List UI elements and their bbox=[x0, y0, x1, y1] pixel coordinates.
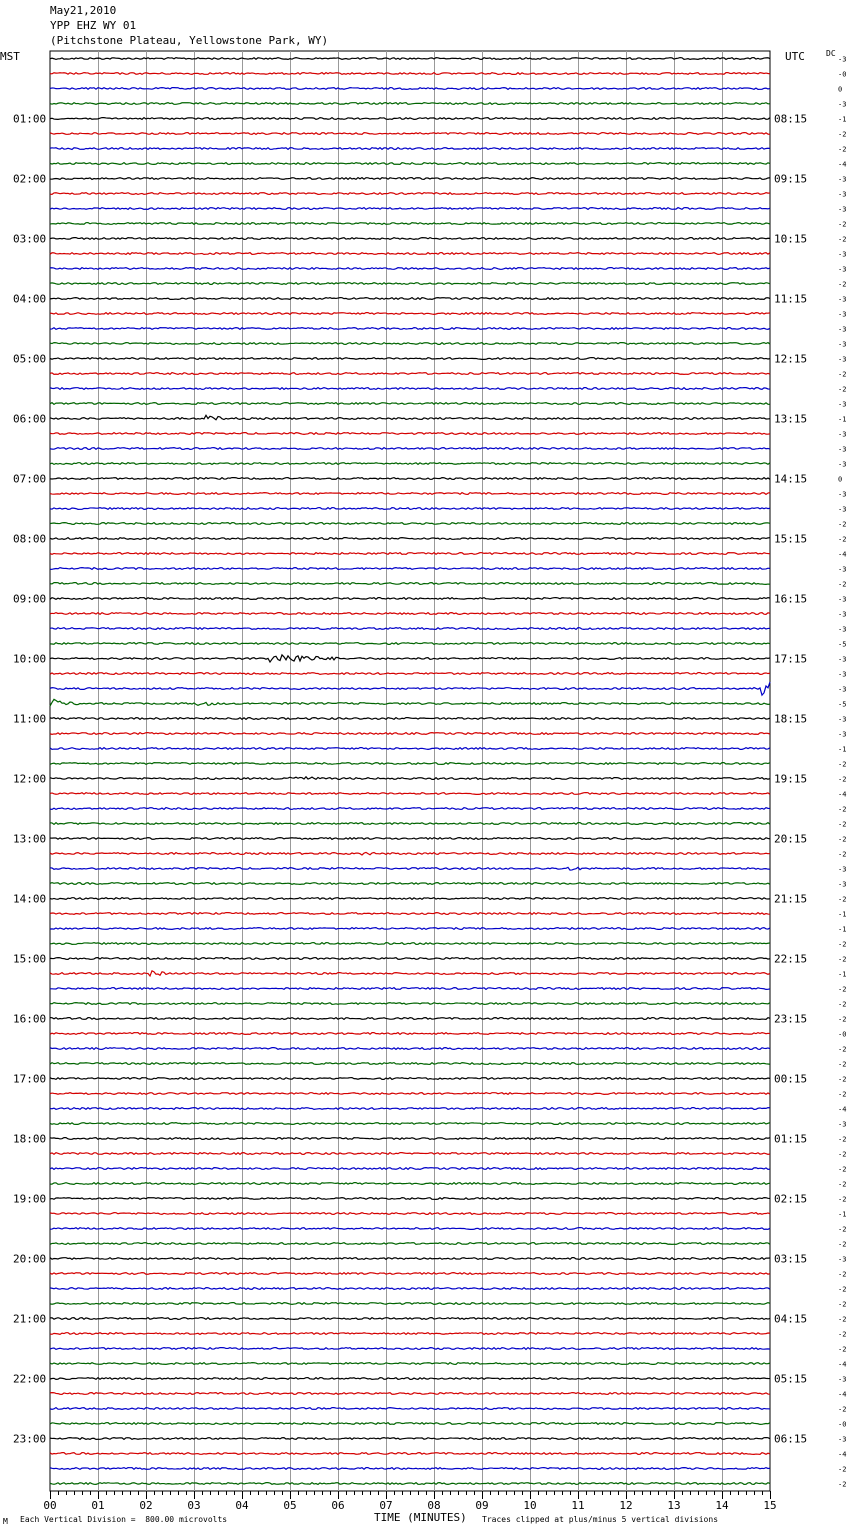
dc-offset-label: -0 bbox=[838, 70, 847, 79]
dc-offset-label: -1 bbox=[838, 115, 847, 124]
dc-offset-label: -3 bbox=[838, 460, 847, 469]
seismic-trace bbox=[50, 238, 770, 240]
x-tick-label: 06 bbox=[331, 1499, 345, 1512]
seismic-trace bbox=[50, 748, 770, 750]
dc-offset-label: -2 bbox=[838, 370, 847, 379]
right-hour-label: 08:15 bbox=[774, 112, 808, 126]
left-hour-label: 22:00 bbox=[13, 1372, 47, 1386]
seismic-trace bbox=[50, 253, 770, 255]
seismic-trace bbox=[50, 553, 770, 555]
dc-offset-label: -3 bbox=[838, 295, 847, 304]
right-hour-label: 11:15 bbox=[774, 292, 808, 306]
right-hour-label: 18:15 bbox=[774, 712, 808, 726]
right-hour-label: 05:15 bbox=[774, 1372, 808, 1386]
left-hour-label: 03:00 bbox=[13, 232, 47, 246]
seismic-trace bbox=[50, 103, 770, 105]
dc-offset-label: -3 bbox=[838, 190, 847, 199]
seismic-trace bbox=[50, 1363, 770, 1365]
seismic-trace bbox=[50, 1183, 770, 1185]
seismic-trace bbox=[50, 1378, 770, 1380]
dc-offset-label: -2 bbox=[838, 1060, 847, 1069]
dc-offset-label: -3 bbox=[838, 490, 847, 499]
dc-offset-label: -2 bbox=[838, 520, 847, 529]
right-hour-label: 20:15 bbox=[774, 832, 808, 846]
dc-offset-label: -0 bbox=[838, 1030, 847, 1039]
seismic-trace bbox=[50, 1138, 770, 1140]
seismic-trace bbox=[50, 928, 770, 930]
left-hour-label: 20:00 bbox=[13, 1252, 47, 1266]
seismic-trace bbox=[50, 1243, 770, 1245]
seismic-trace bbox=[50, 493, 770, 495]
seismic-trace bbox=[50, 655, 770, 662]
seismic-trace bbox=[50, 1303, 770, 1305]
seismic-trace bbox=[50, 988, 770, 990]
dc-offset-label: -2 bbox=[838, 280, 847, 289]
right-hour-label: 16:15 bbox=[774, 592, 808, 606]
seismic-trace bbox=[50, 178, 770, 180]
x-tick-label: 00 bbox=[43, 1499, 57, 1512]
dc-offset-label: -3 bbox=[838, 205, 847, 214]
dc-offset-label: -5 bbox=[838, 640, 847, 649]
dc-offset-label: 0 bbox=[838, 85, 843, 94]
seismic-trace bbox=[50, 1393, 770, 1395]
dc-offset-label: -2 bbox=[838, 775, 847, 784]
dc-offset-label: -2 bbox=[838, 805, 847, 814]
seismic-trace bbox=[50, 1108, 770, 1110]
seismic-trace bbox=[50, 1063, 770, 1065]
seismic-trace bbox=[50, 208, 770, 210]
left-hour-label: 13:00 bbox=[13, 832, 47, 846]
plot-frame bbox=[50, 51, 770, 1491]
seismic-trace bbox=[50, 823, 770, 825]
dc-offset-label: -3 bbox=[838, 340, 847, 349]
dc-offset-label: -4 bbox=[838, 550, 847, 559]
dc-offset-label: -2 bbox=[838, 1345, 847, 1354]
seismic-trace bbox=[50, 358, 770, 360]
dc-offset-label: -3 bbox=[838, 565, 847, 574]
seismic-trace bbox=[50, 73, 770, 75]
seismic-trace bbox=[50, 1153, 770, 1155]
seismic-trace bbox=[50, 478, 770, 480]
dc-offset-label: -3 bbox=[838, 715, 847, 724]
dc-offset-label: -3 bbox=[838, 670, 847, 679]
seismic-trace bbox=[50, 343, 770, 345]
right-hour-label: 04:15 bbox=[774, 1312, 808, 1326]
seismic-trace bbox=[50, 1348, 770, 1350]
seismic-trace bbox=[50, 433, 770, 435]
left-hour-label: 21:00 bbox=[13, 1312, 47, 1326]
dc-offset-label: -3 bbox=[838, 100, 847, 109]
right-hour-label: 12:15 bbox=[774, 352, 808, 366]
left-hour-label: 23:00 bbox=[13, 1432, 47, 1446]
clip-note: Traces clipped at plus/minus 5 vertical divisions bbox=[482, 1515, 719, 1524]
dc-offset-label: -3 bbox=[838, 445, 847, 454]
seismic-trace bbox=[50, 568, 770, 570]
seismic-trace bbox=[50, 1123, 770, 1125]
seismic-trace bbox=[50, 1033, 770, 1035]
right-hour-label: 22:15 bbox=[774, 952, 808, 966]
seismic-trace bbox=[50, 58, 770, 60]
right-hour-label: 10:15 bbox=[774, 232, 808, 246]
seismic-trace bbox=[50, 508, 770, 510]
seismic-trace bbox=[50, 1198, 770, 1200]
seismic-trace bbox=[50, 1213, 770, 1215]
dc-offset-label: -2 bbox=[838, 1300, 847, 1309]
dc-column-label: DC bbox=[826, 49, 836, 58]
left-hour-label: 17:00 bbox=[13, 1072, 47, 1086]
seismic-trace bbox=[50, 838, 770, 840]
seismic-trace bbox=[50, 133, 770, 135]
dc-offset-label: -2 bbox=[838, 1045, 847, 1054]
seismic-trace bbox=[50, 1408, 770, 1410]
right-hour-label: 01:15 bbox=[774, 1132, 808, 1146]
seismic-trace bbox=[50, 415, 770, 419]
seismic-trace bbox=[50, 1483, 770, 1485]
plot-date: May21,2010 bbox=[50, 4, 117, 17]
seismic-trace bbox=[50, 1228, 770, 1230]
dc-offset-label: -3 bbox=[838, 1435, 847, 1444]
seismic-trace bbox=[50, 883, 770, 885]
left-hour-label: 12:00 bbox=[13, 772, 47, 786]
left-hour-label: 01:00 bbox=[13, 112, 47, 126]
corner-mark: M bbox=[3, 1517, 8, 1526]
dc-offset-label: -3 bbox=[838, 610, 847, 619]
right-hour-label: 09:15 bbox=[774, 172, 808, 186]
dc-offset-label: -2 bbox=[838, 1015, 847, 1024]
dc-offset-label: -3 bbox=[838, 865, 847, 874]
dc-offset-label: -2 bbox=[838, 895, 847, 904]
dc-offset-label: -2 bbox=[838, 820, 847, 829]
left-hour-label: 08:00 bbox=[13, 532, 47, 546]
seismic-trace bbox=[50, 1018, 770, 1020]
seismic-trace bbox=[50, 403, 770, 405]
seismic-trace bbox=[50, 1048, 770, 1050]
x-tick-label: 10 bbox=[523, 1499, 537, 1512]
dc-offset-label: -2 bbox=[838, 1315, 847, 1324]
scale-note: Each Vertical Division = 800.00 microvolts bbox=[20, 1515, 228, 1524]
left-hour-label: 15:00 bbox=[13, 952, 47, 966]
dc-offset-label: -3 bbox=[838, 625, 847, 634]
left-timezone-label: MST bbox=[0, 50, 20, 63]
x-tick-label: 03 bbox=[187, 1499, 201, 1512]
seismic-trace bbox=[50, 628, 770, 630]
seismic-trace bbox=[50, 1318, 770, 1320]
dc-offset-label: -2 bbox=[838, 1405, 847, 1414]
seismic-trace bbox=[50, 1003, 770, 1005]
x-tick-label: 13 bbox=[667, 1499, 681, 1512]
dc-offset-label: -2 bbox=[838, 1330, 847, 1339]
station-location: (Pitchstone Plateau, Yellowstone Park, WY) bbox=[50, 34, 329, 47]
dc-offset-label: -3 bbox=[838, 355, 847, 364]
dc-offset-label: -2 bbox=[838, 1240, 847, 1249]
seismic-trace bbox=[50, 223, 770, 225]
dc-offset-label: -3 bbox=[838, 655, 847, 664]
seismic-trace bbox=[50, 1093, 770, 1095]
left-hour-label: 06:00 bbox=[13, 412, 47, 426]
dc-offset-label: -2 bbox=[838, 1480, 847, 1489]
right-hour-label: 03:15 bbox=[774, 1252, 808, 1266]
dc-offset-label: -3 bbox=[838, 55, 847, 64]
dc-offset-label: -1 bbox=[838, 925, 847, 934]
dc-offset-label: -0 bbox=[838, 1420, 847, 1429]
right-hour-label: 19:15 bbox=[774, 772, 808, 786]
seismic-trace bbox=[50, 268, 770, 270]
seismic-trace bbox=[50, 283, 770, 285]
x-tick-label: 05 bbox=[283, 1499, 297, 1512]
dc-offset-label: -4 bbox=[838, 790, 847, 799]
dc-offset-label: -3 bbox=[838, 400, 847, 409]
seismic-trace bbox=[50, 733, 770, 735]
dc-offset-label: -2 bbox=[838, 1180, 847, 1189]
dc-offset-label: -2 bbox=[838, 535, 847, 544]
dc-offset-label: -2 bbox=[838, 835, 847, 844]
left-hour-label: 04:00 bbox=[13, 292, 47, 306]
dc-offset-label: -3 bbox=[838, 880, 847, 889]
dc-offset-label: -1 bbox=[838, 415, 847, 424]
left-hour-label: 19:00 bbox=[13, 1192, 47, 1206]
right-hour-label: 06:15 bbox=[774, 1432, 808, 1446]
dc-offset-label: -3 bbox=[838, 175, 847, 184]
left-hour-label: 18:00 bbox=[13, 1132, 47, 1146]
dc-offset-label: 0 bbox=[838, 475, 843, 484]
dc-offset-label: -3 bbox=[838, 250, 847, 259]
seismic-trace bbox=[50, 1423, 770, 1425]
seismic-trace bbox=[50, 1258, 770, 1260]
seismic-trace bbox=[50, 118, 770, 120]
dc-offset-label: -2 bbox=[838, 220, 847, 229]
seismic-trace bbox=[50, 193, 770, 195]
dc-offset-label: -3 bbox=[838, 730, 847, 739]
seismic-trace bbox=[50, 943, 770, 945]
x-tick-label: 11 bbox=[571, 1499, 585, 1512]
dc-offset-label: -4 bbox=[838, 1360, 847, 1369]
seismic-trace bbox=[50, 913, 770, 915]
dc-offset-label: -2 bbox=[838, 1090, 847, 1099]
seismic-trace bbox=[50, 958, 770, 960]
dc-offset-label: -3 bbox=[838, 595, 847, 604]
x-tick-label: 08 bbox=[427, 1499, 441, 1512]
left-hour-label: 09:00 bbox=[13, 592, 47, 606]
left-hour-label: 05:00 bbox=[13, 352, 47, 366]
seismic-trace bbox=[50, 867, 770, 870]
dc-offset-label: -2 bbox=[838, 145, 847, 154]
left-hour-label: 16:00 bbox=[13, 1012, 47, 1026]
right-hour-label: 02:15 bbox=[774, 1192, 808, 1206]
seismic-trace bbox=[50, 388, 770, 390]
dc-offset-label: -2 bbox=[838, 130, 847, 139]
x-tick-label: 01 bbox=[91, 1499, 105, 1512]
x-tick-label: 07 bbox=[379, 1499, 393, 1512]
right-hour-label: 21:15 bbox=[774, 892, 808, 906]
left-hour-label: 14:00 bbox=[13, 892, 47, 906]
seismic-trace bbox=[50, 148, 770, 150]
dc-offset-label: -4 bbox=[838, 160, 847, 169]
seismic-trace bbox=[50, 613, 770, 615]
dc-offset-label: -1 bbox=[838, 970, 847, 979]
left-hour-label: 11:00 bbox=[13, 712, 47, 726]
x-tick-label: 02 bbox=[139, 1499, 153, 1512]
seismic-trace bbox=[50, 808, 770, 810]
dc-offset-label: -2 bbox=[838, 1000, 847, 1009]
dc-offset-label: -2 bbox=[838, 985, 847, 994]
seismic-trace bbox=[50, 1333, 770, 1335]
dc-offset-label: -4 bbox=[838, 1390, 847, 1399]
seismic-trace bbox=[50, 448, 770, 450]
seismic-trace bbox=[50, 1468, 770, 1470]
dc-offset-label: -2 bbox=[838, 1195, 847, 1204]
seismic-trace bbox=[50, 328, 770, 330]
dc-offset-label: -2 bbox=[838, 1225, 847, 1234]
x-tick-label: 15 bbox=[763, 1499, 777, 1512]
dc-offset-label: -4 bbox=[838, 1105, 847, 1114]
seismic-trace bbox=[50, 88, 770, 90]
dc-offset-label: -2 bbox=[838, 385, 847, 394]
dc-offset-label: -3 bbox=[838, 685, 847, 694]
seismic-trace bbox=[50, 793, 770, 795]
seismic-trace bbox=[50, 1453, 770, 1455]
dc-offset-label: -2 bbox=[838, 1135, 847, 1144]
dc-offset-label: -2 bbox=[838, 760, 847, 769]
seismic-trace bbox=[50, 313, 770, 315]
seismic-trace bbox=[50, 699, 770, 706]
station-code: YPP EHZ WY 01 bbox=[50, 19, 137, 32]
seismic-trace bbox=[50, 673, 770, 675]
right-hour-label: 15:15 bbox=[774, 532, 808, 546]
seismic-trace bbox=[50, 523, 770, 525]
dc-offset-label: -2 bbox=[838, 955, 847, 964]
dc-offset-label: -2 bbox=[838, 235, 847, 244]
seismic-trace bbox=[50, 718, 770, 720]
dc-offset-label: -1 bbox=[838, 1210, 847, 1219]
dc-offset-label: -2 bbox=[838, 1150, 847, 1159]
dc-offset-label: -3 bbox=[838, 1255, 847, 1264]
seismic-trace bbox=[50, 777, 770, 780]
seismic-trace bbox=[50, 538, 770, 540]
seismic-trace bbox=[50, 898, 770, 900]
dc-offset-label: -3 bbox=[838, 1375, 847, 1384]
seismic-trace bbox=[50, 1273, 770, 1275]
seismic-trace bbox=[50, 1078, 770, 1080]
x-tick-label: 14 bbox=[715, 1499, 729, 1512]
dc-offset-label: -2 bbox=[838, 1285, 847, 1294]
x-axis-title: TIME (MINUTES) bbox=[374, 1511, 467, 1524]
seismic-trace bbox=[50, 971, 770, 976]
seismic-trace bbox=[50, 852, 770, 855]
seismic-trace bbox=[50, 643, 770, 645]
left-hour-label: 07:00 bbox=[13, 472, 47, 486]
seismic-trace bbox=[50, 763, 770, 765]
seismic-trace bbox=[50, 1438, 770, 1440]
right-hour-label: 14:15 bbox=[774, 472, 808, 486]
x-tick-label: 09 bbox=[475, 1499, 489, 1512]
dc-offset-label: -2 bbox=[838, 580, 847, 589]
x-tick-label: 12 bbox=[619, 1499, 633, 1512]
dc-offset-label: -3 bbox=[838, 310, 847, 319]
dc-offset-label: -4 bbox=[838, 1450, 847, 1459]
dc-offset-label: -3 bbox=[838, 505, 847, 514]
seismic-trace bbox=[50, 1288, 770, 1290]
dc-offset-label: -3 bbox=[838, 265, 847, 274]
right-timezone-label: UTC bbox=[785, 50, 805, 63]
dc-offset-label: -2 bbox=[838, 940, 847, 949]
dc-offset-label: -1 bbox=[838, 910, 847, 919]
right-hour-label: 13:15 bbox=[774, 412, 808, 426]
seismic-trace bbox=[50, 373, 770, 375]
seismic-trace bbox=[50, 298, 770, 300]
dc-offset-label: -2 bbox=[838, 1465, 847, 1474]
dc-offset-label: -3 bbox=[838, 430, 847, 439]
seismic-trace bbox=[50, 163, 770, 165]
seismic-trace bbox=[50, 463, 770, 465]
dc-offset-label: -2 bbox=[838, 1075, 847, 1084]
dc-offset-label: -2 bbox=[838, 1165, 847, 1174]
dc-offset-label: -5 bbox=[838, 700, 847, 709]
dc-offset-label: -2 bbox=[838, 1270, 847, 1279]
right-hour-label: 17:15 bbox=[774, 652, 808, 666]
right-hour-label: 00:15 bbox=[774, 1072, 808, 1086]
dc-offset-label: -2 bbox=[838, 850, 847, 859]
seismic-trace bbox=[50, 682, 770, 695]
left-hour-label: 10:00 bbox=[13, 652, 47, 666]
dc-offset-label: -3 bbox=[838, 325, 847, 334]
dc-offset-label: -1 bbox=[838, 745, 847, 754]
left-hour-label: 02:00 bbox=[13, 172, 47, 186]
seismic-trace bbox=[50, 598, 770, 600]
x-tick-label: 04 bbox=[235, 1499, 249, 1512]
dc-offset-label: -3 bbox=[838, 1120, 847, 1129]
seismic-trace bbox=[50, 583, 770, 585]
seismic-trace bbox=[50, 1168, 770, 1170]
right-hour-label: 23:15 bbox=[774, 1012, 808, 1026]
